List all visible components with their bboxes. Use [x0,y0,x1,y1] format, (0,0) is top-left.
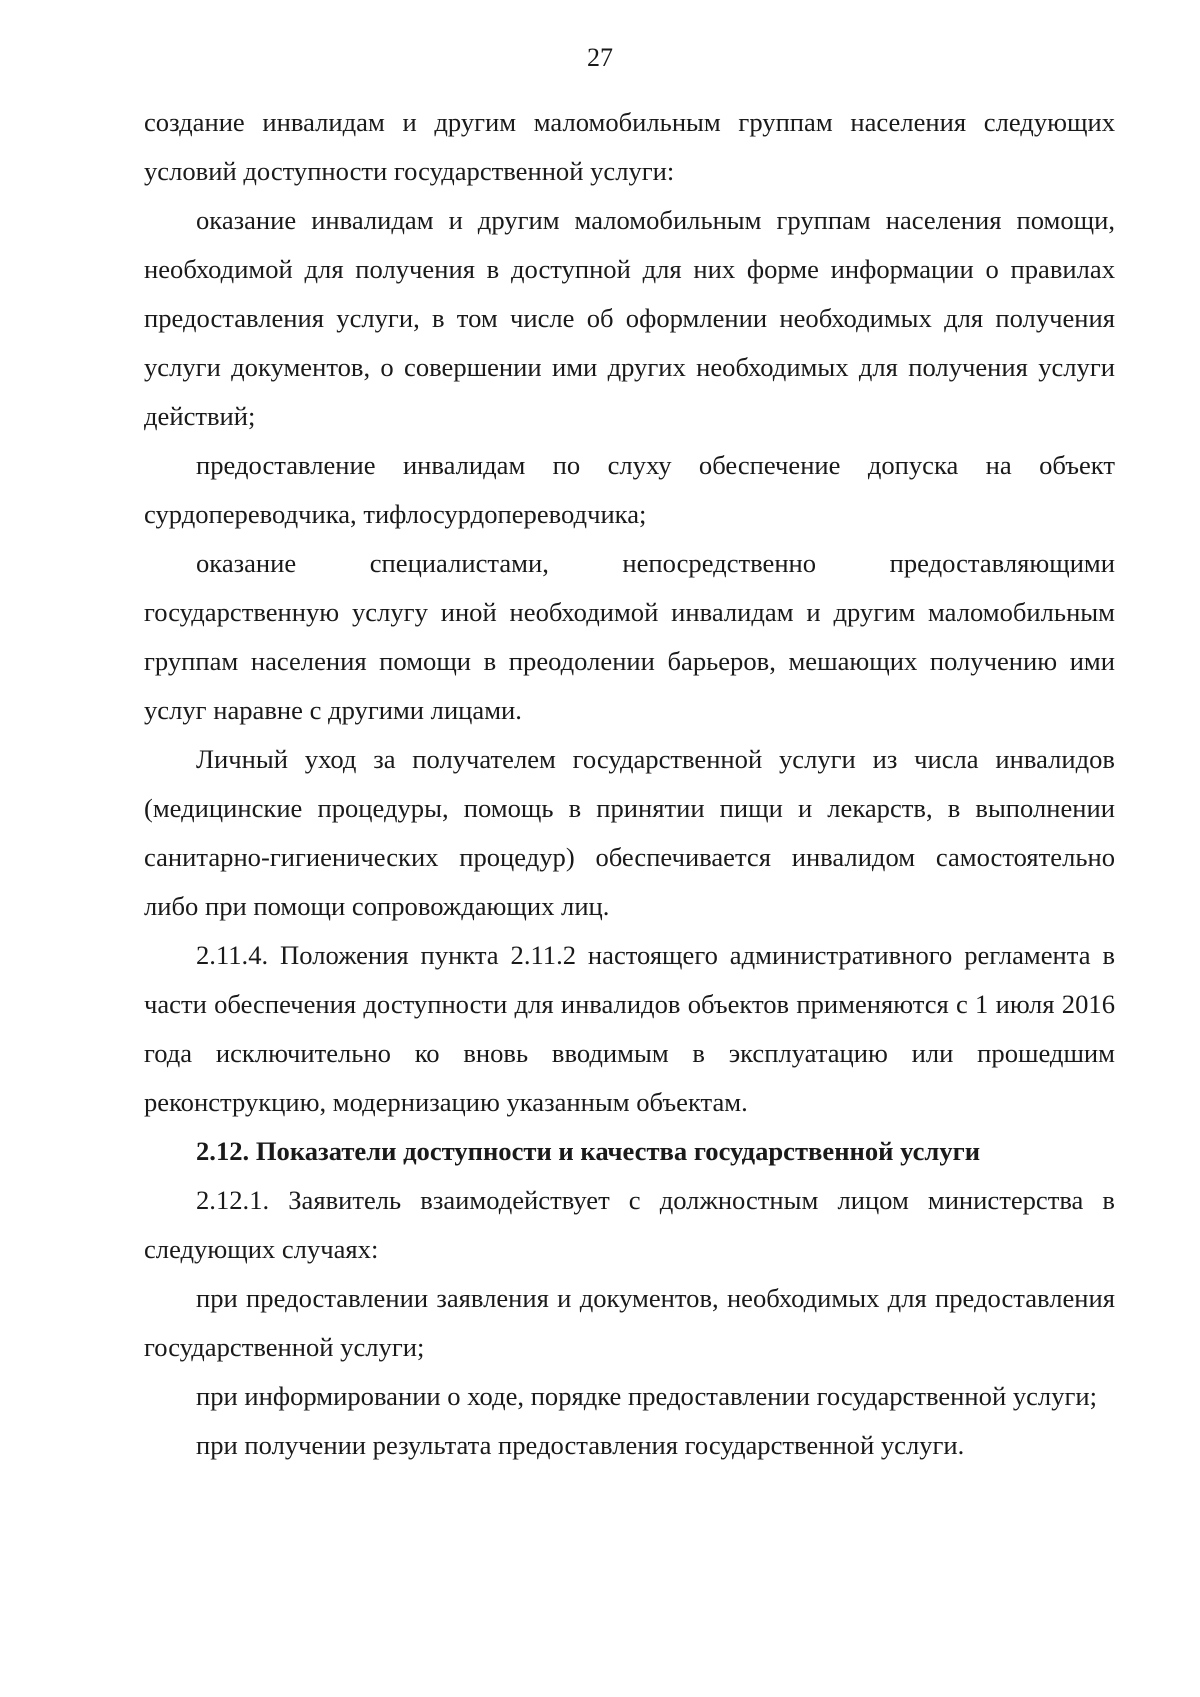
page-number: 27 [587,43,613,72]
paragraph-2-12-1: 2.12.1. Заявитель взаимодействует с должностным лицом министерства в следующих случаях: [144,1185,1115,1264]
paragraph-case-result: при получении результата предоставления государственной услуги. [196,1430,965,1460]
paragraph-sign-language: предоставление инвалидам по слуху обеспечение допуска на объект сурдопереводчика, тифлосурдопереводчика; [144,450,1115,529]
paragraph-specialists: оказание специалистами, непосредственно предоставляющими государственную услугу иной необходимой инвалидам и другим маломобильным группам населения помощи в преодолении барьеров, мешающих получению ими услуг наравне с другими лицами. [144,548,1115,725]
paragraph-2-11-4: 2.11.4. Положения пункта 2.11.2 настоящего административного регламента в части обеспечения доступности для инвалидов объектов применяются с 1 июля 2016 года исключительно ко вновь вводимым в эксплуатацию или прошедшим реконструкцию, модернизацию указанным объектам. [144,940,1115,1117]
paragraph-case-application: при предоставлении заявления и документов, необходимых для предоставления государственной услуги; [144,1283,1115,1362]
paragraph-case-information: при информировании о ходе, порядке предоставлении государственной услуги; [196,1381,1098,1411]
paragraph-continuation: создание инвалидам и другим маломобильным группам населения следующих условий доступности государственной услуги: [144,107,1115,186]
document-body [144,98,1115,1470]
paragraph-personal-care: Личный уход за получателем государственной услуги из числа инвалидов (медицинские процедуры, помощь в принятии пищи и лекарств, в выполнении санитарно-гигиенических процедур) обеспечивается инвалидом самостоятельно либо при помощи сопровождающих лиц. [144,744,1115,921]
section-heading-2-12: 2.12. Показатели доступности и качества государственной услуги [196,1136,981,1166]
paragraph-assistance: оказание инвалидам и другим маломобильным группам населения помощи, необходимой для получения в доступной для них форме информации о правилах предоставления услуги, в том числе об оформлении необходимых для получения услуги документов, о совершении ими других необходимых для получения услуги действий; [144,205,1115,431]
